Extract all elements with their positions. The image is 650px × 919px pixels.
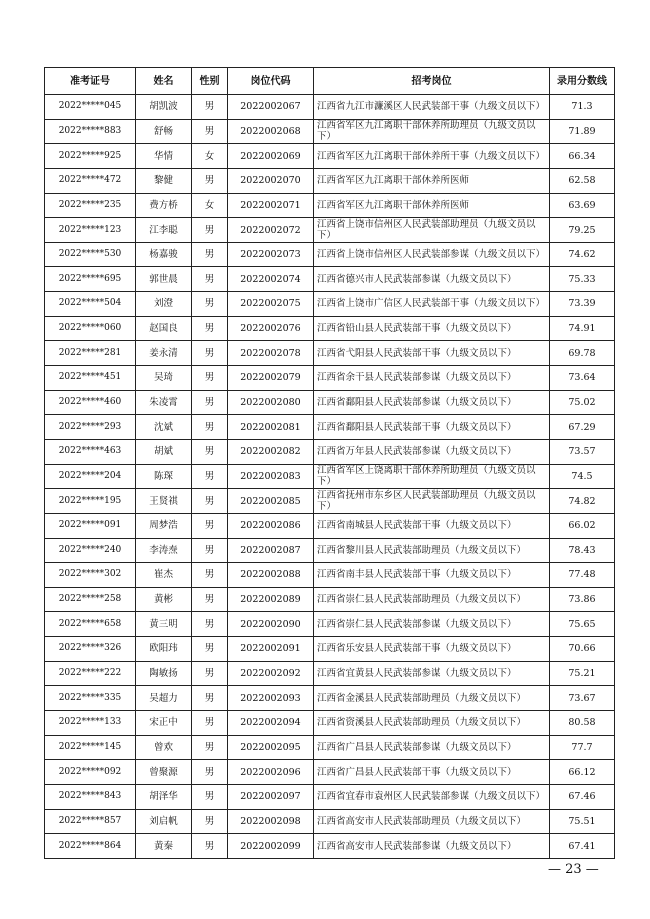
cell-gender: 男 (192, 612, 228, 637)
cell-post: 江西省军区九江离职干部休养所干事（九级文员以下） (314, 144, 550, 169)
cell-gender: 女 (192, 193, 228, 218)
cell-score-line: 75.51 (550, 809, 615, 834)
cell-post-code: 2022002076 (228, 316, 314, 341)
cell-score-line: 74.82 (550, 489, 615, 514)
cell-name: 杨嘉骏 (136, 242, 192, 267)
cell-gender: 男 (192, 760, 228, 785)
cell-post: 江西省军区上饶离职干部休养所助理员（九级文员以下） (314, 464, 550, 489)
header-post: 招考岗位 (314, 68, 550, 95)
cell-exam-id: 2022*****045 (45, 95, 136, 120)
cell-name: 曾欢 (136, 735, 192, 760)
table-row (45, 612, 615, 637)
cell-exam-id: 2022*****123 (45, 218, 136, 243)
cell-name: 陶敏扬 (136, 661, 192, 686)
table-row (45, 489, 615, 514)
cell-gender: 男 (192, 563, 228, 588)
cell-post: 江西省德兴市人民武装部参谋（九级文员以下） (314, 267, 550, 292)
table-row (45, 661, 615, 686)
cell-post: 江西省高安市人民武装部助理员（九级文员以下） (314, 809, 550, 834)
cell-gender: 男 (192, 218, 228, 243)
table-row (45, 366, 615, 391)
cell-score-line: 73.57 (550, 439, 615, 464)
cell-gender: 男 (192, 439, 228, 464)
cell-score-line: 67.41 (550, 834, 615, 859)
cell-score-line: 62.58 (550, 168, 615, 193)
table-row (45, 316, 615, 341)
cell-score-line: 71.3 (550, 95, 615, 120)
cell-name: 费方桥 (136, 193, 192, 218)
cell-exam-id: 2022*****091 (45, 513, 136, 538)
cell-exam-id: 2022*****281 (45, 341, 136, 366)
table-row (45, 144, 615, 169)
cell-exam-id: 2022*****302 (45, 563, 136, 588)
cell-post-code: 2022002094 (228, 711, 314, 736)
cell-gender: 男 (192, 292, 228, 317)
table-row (45, 686, 615, 711)
cell-post: 江西省南城县人民武装部干事（九级文员以下） (314, 513, 550, 538)
cell-gender: 男 (192, 587, 228, 612)
cell-post: 江西省军区九江离职干部休养所助理员（九级文员以下） (314, 119, 550, 144)
cell-post: 江西省高安市人民武装部参谋（九级文员以下） (314, 834, 550, 859)
cell-score-line: 66.12 (550, 760, 615, 785)
table-row (45, 439, 615, 464)
table-row (45, 341, 615, 366)
cell-name: 吴超力 (136, 686, 192, 711)
cell-exam-id: 2022*****145 (45, 735, 136, 760)
cell-score-line: 74.5 (550, 464, 615, 489)
cell-post-code: 2022002091 (228, 637, 314, 662)
cell-post-code: 2022002085 (228, 489, 314, 514)
cell-post: 江西省资溪县人民武装部助理员（九级文员以下） (314, 711, 550, 736)
table-row (45, 464, 615, 489)
cell-post: 江西省军区九江离职干部休养所医师 (314, 168, 550, 193)
cell-exam-id: 2022*****463 (45, 439, 136, 464)
table-row (45, 513, 615, 538)
cell-gender: 男 (192, 834, 228, 859)
cell-name: 宋正中 (136, 711, 192, 736)
cell-name: 朱凌霄 (136, 390, 192, 415)
cell-post: 江西省崇仁县人民武装部助理员（九级文员以下） (314, 587, 550, 612)
cell-name: 吴琦 (136, 366, 192, 391)
cell-post: 江西省九江市濂溪区人民武装部干事（九级文员以下） (314, 95, 550, 120)
cell-score-line: 66.02 (550, 513, 615, 538)
cell-name: 周梦浩 (136, 513, 192, 538)
cell-name: 沈斌 (136, 415, 192, 440)
cell-score-line: 74.62 (550, 242, 615, 267)
cell-score-line: 74.91 (550, 316, 615, 341)
cell-post-code: 2022002087 (228, 538, 314, 563)
cell-name: 黄彬 (136, 587, 192, 612)
cell-name: 李涛焘 (136, 538, 192, 563)
cell-post-code: 2022002079 (228, 366, 314, 391)
cell-name: 华情 (136, 144, 192, 169)
cell-exam-id: 2022*****060 (45, 316, 136, 341)
cell-gender: 男 (192, 119, 228, 144)
cell-exam-id: 2022*****530 (45, 242, 136, 267)
cell-name: 刘启帆 (136, 809, 192, 834)
cell-post: 江西省广昌县人民武装部参谋（九级文员以下） (314, 735, 550, 760)
cell-post-code: 2022002072 (228, 218, 314, 243)
cell-name: 胡凯波 (136, 95, 192, 120)
cell-post: 江西省鄱阳县人民武装部干事（九级文员以下） (314, 415, 550, 440)
cell-exam-id: 2022*****883 (45, 119, 136, 144)
cell-exam-id: 2022*****451 (45, 366, 136, 391)
table-row (45, 563, 615, 588)
admission-score-table (44, 67, 615, 859)
cell-post-code: 2022002090 (228, 612, 314, 637)
cell-name: 陈琛 (136, 464, 192, 489)
cell-post: 江西省黎川县人民武装部助理员（九级文员以下） (314, 538, 550, 563)
cell-exam-id: 2022*****925 (45, 144, 136, 169)
table-row (45, 587, 615, 612)
table-row (45, 168, 615, 193)
cell-exam-id: 2022*****460 (45, 390, 136, 415)
cell-exam-id: 2022*****195 (45, 489, 136, 514)
cell-post-code: 2022002099 (228, 834, 314, 859)
cell-exam-id: 2022*****258 (45, 587, 136, 612)
cell-gender: 男 (192, 637, 228, 662)
header-post-code: 岗位代码 (228, 68, 314, 95)
cell-gender: 男 (192, 415, 228, 440)
cell-score-line: 75.21 (550, 661, 615, 686)
cell-post: 江西省铅山县人民武装部干事（九级文员以下） (314, 316, 550, 341)
cell-name: 胡泽华 (136, 784, 192, 809)
cell-gender: 男 (192, 95, 228, 120)
cell-exam-id: 2022*****658 (45, 612, 136, 637)
cell-score-line: 66.34 (550, 144, 615, 169)
cell-post-code: 2022002088 (228, 563, 314, 588)
cell-post: 江西省广昌县人民武装部干事（九级文员以下） (314, 760, 550, 785)
cell-gender: 男 (192, 267, 228, 292)
cell-name: 黎健 (136, 168, 192, 193)
cell-score-line: 79.25 (550, 218, 615, 243)
page-number: — 23 — (548, 862, 599, 877)
cell-name: 黄秦 (136, 834, 192, 859)
cell-name: 舒畅 (136, 119, 192, 144)
table-row (45, 760, 615, 785)
table-row (45, 218, 615, 243)
cell-gender: 男 (192, 366, 228, 391)
cell-post-code: 2022002068 (228, 119, 314, 144)
cell-post-code: 2022002074 (228, 267, 314, 292)
cell-post: 江西省万年县人民武装部参谋（九级文员以下） (314, 439, 550, 464)
cell-score-line: 69.78 (550, 341, 615, 366)
cell-post-code: 2022002067 (228, 95, 314, 120)
cell-score-line: 77.7 (550, 735, 615, 760)
cell-post: 江西省金溪县人民武装部助理员（九级文员以下） (314, 686, 550, 711)
table-row (45, 415, 615, 440)
cell-exam-id: 2022*****326 (45, 637, 136, 662)
cell-exam-id: 2022*****092 (45, 760, 136, 785)
cell-name: 姜永清 (136, 341, 192, 366)
cell-post: 江西省弋阳县人民武装部干事（九级文员以下） (314, 341, 550, 366)
cell-score-line: 73.39 (550, 292, 615, 317)
table-row (45, 809, 615, 834)
cell-score-line: 67.46 (550, 784, 615, 809)
cell-name: 王贤祺 (136, 489, 192, 514)
table-row (45, 242, 615, 267)
cell-exam-id: 2022*****240 (45, 538, 136, 563)
cell-exam-id: 2022*****235 (45, 193, 136, 218)
table-row (45, 292, 615, 317)
table-row (45, 95, 615, 120)
cell-post-code: 2022002080 (228, 390, 314, 415)
cell-post: 江西省军区九江离职干部休养所医师 (314, 193, 550, 218)
cell-exam-id: 2022*****843 (45, 784, 136, 809)
cell-score-line: 73.67 (550, 686, 615, 711)
cell-score-line: 71.89 (550, 119, 615, 144)
cell-post-code: 2022002083 (228, 464, 314, 489)
cell-post-code: 2022002089 (228, 587, 314, 612)
cell-post-code: 2022002070 (228, 168, 314, 193)
cell-score-line: 67.29 (550, 415, 615, 440)
cell-exam-id: 2022*****335 (45, 686, 136, 711)
cell-score-line: 77.48 (550, 563, 615, 588)
cell-exam-id: 2022*****857 (45, 809, 136, 834)
cell-score-line: 70.66 (550, 637, 615, 662)
cell-post-code: 2022002082 (228, 439, 314, 464)
cell-post: 江西省乐安县人民武装部干事（九级文员以下） (314, 637, 550, 662)
cell-gender: 男 (192, 784, 228, 809)
header-score-line: 录用分数线 (550, 68, 615, 95)
cell-name: 黄三明 (136, 612, 192, 637)
cell-post: 江西省上饶市信州区人民武装部参谋（九级文员以下） (314, 242, 550, 267)
cell-post-code: 2022002098 (228, 809, 314, 834)
cell-exam-id: 2022*****695 (45, 267, 136, 292)
cell-post: 江西省上饶市信州区人民武装部助理员（九级文员以下） (314, 218, 550, 243)
cell-post: 江西省宜黄县人民武装部参谋（九级文员以下） (314, 661, 550, 686)
cell-gender: 男 (192, 513, 228, 538)
cell-post: 江西省南丰县人民武装部干事（九级文员以下） (314, 563, 550, 588)
cell-gender: 男 (192, 711, 228, 736)
cell-exam-id: 2022*****864 (45, 834, 136, 859)
cell-exam-id: 2022*****293 (45, 415, 136, 440)
table-row (45, 711, 615, 736)
cell-post-code: 2022002097 (228, 784, 314, 809)
table-header-row (45, 68, 615, 95)
table-row (45, 193, 615, 218)
cell-score-line: 75.02 (550, 390, 615, 415)
table-row (45, 735, 615, 760)
cell-gender: 男 (192, 390, 228, 415)
cell-post: 江西省上饶市广信区人民武装部干事（九级文员以下） (314, 292, 550, 317)
cell-post-code: 2022002092 (228, 661, 314, 686)
cell-name: 江李聪 (136, 218, 192, 243)
cell-post-code: 2022002069 (228, 144, 314, 169)
cell-score-line: 63.69 (550, 193, 615, 218)
cell-score-line: 80.58 (550, 711, 615, 736)
cell-exam-id: 2022*****222 (45, 661, 136, 686)
cell-post: 江西省崇仁县人民武装部参谋（九级文员以下） (314, 612, 550, 637)
table-row (45, 538, 615, 563)
table-row (45, 119, 615, 144)
cell-score-line: 75.65 (550, 612, 615, 637)
cell-name: 胡斌 (136, 439, 192, 464)
table-row (45, 834, 615, 859)
cell-gender: 女 (192, 144, 228, 169)
cell-exam-id: 2022*****204 (45, 464, 136, 489)
cell-post-code: 2022002073 (228, 242, 314, 267)
cell-post: 江西省余干县人民武装部参谋（九级文员以下） (314, 366, 550, 391)
table-row (45, 267, 615, 292)
cell-exam-id: 2022*****504 (45, 292, 136, 317)
header-exam-id: 准考证号 (45, 68, 136, 95)
cell-gender: 男 (192, 489, 228, 514)
cell-gender: 男 (192, 168, 228, 193)
cell-gender: 男 (192, 686, 228, 711)
table-row (45, 637, 615, 662)
cell-gender: 男 (192, 735, 228, 760)
cell-gender: 男 (192, 341, 228, 366)
cell-name: 刘澄 (136, 292, 192, 317)
cell-post-code: 2022002071 (228, 193, 314, 218)
cell-post-code: 2022002075 (228, 292, 314, 317)
cell-post-code: 2022002078 (228, 341, 314, 366)
cell-exam-id: 2022*****472 (45, 168, 136, 193)
cell-post-code: 2022002096 (228, 760, 314, 785)
table-row (45, 390, 615, 415)
header-gender: 性别 (192, 68, 228, 95)
cell-gender: 男 (192, 464, 228, 489)
cell-post: 江西省鄱阳县人民武装部参谋（九级文员以下） (314, 390, 550, 415)
cell-gender: 男 (192, 538, 228, 563)
cell-gender: 男 (192, 661, 228, 686)
cell-score-line: 73.86 (550, 587, 615, 612)
cell-score-line: 75.33 (550, 267, 615, 292)
cell-name: 郭世晨 (136, 267, 192, 292)
cell-name: 赵国良 (136, 316, 192, 341)
cell-post: 江西省抚州市东乡区人民武装部助理员（九级文员以下） (314, 489, 550, 514)
cell-exam-id: 2022*****133 (45, 711, 136, 736)
cell-gender: 男 (192, 809, 228, 834)
cell-post-code: 2022002093 (228, 686, 314, 711)
cell-post: 江西省宜春市袁州区人民武装部参谋（九级文员以下） (314, 784, 550, 809)
cell-name: 崔杰 (136, 563, 192, 588)
cell-post-code: 2022002086 (228, 513, 314, 538)
cell-gender: 男 (192, 242, 228, 267)
cell-post-code: 2022002095 (228, 735, 314, 760)
header-name: 姓名 (136, 68, 192, 95)
cell-score-line: 78.43 (550, 538, 615, 563)
cell-post-code: 2022002081 (228, 415, 314, 440)
cell-gender: 男 (192, 316, 228, 341)
cell-name: 欧阳玮 (136, 637, 192, 662)
table-row (45, 784, 615, 809)
cell-name: 曾聚源 (136, 760, 192, 785)
cell-score-line: 73.64 (550, 366, 615, 391)
